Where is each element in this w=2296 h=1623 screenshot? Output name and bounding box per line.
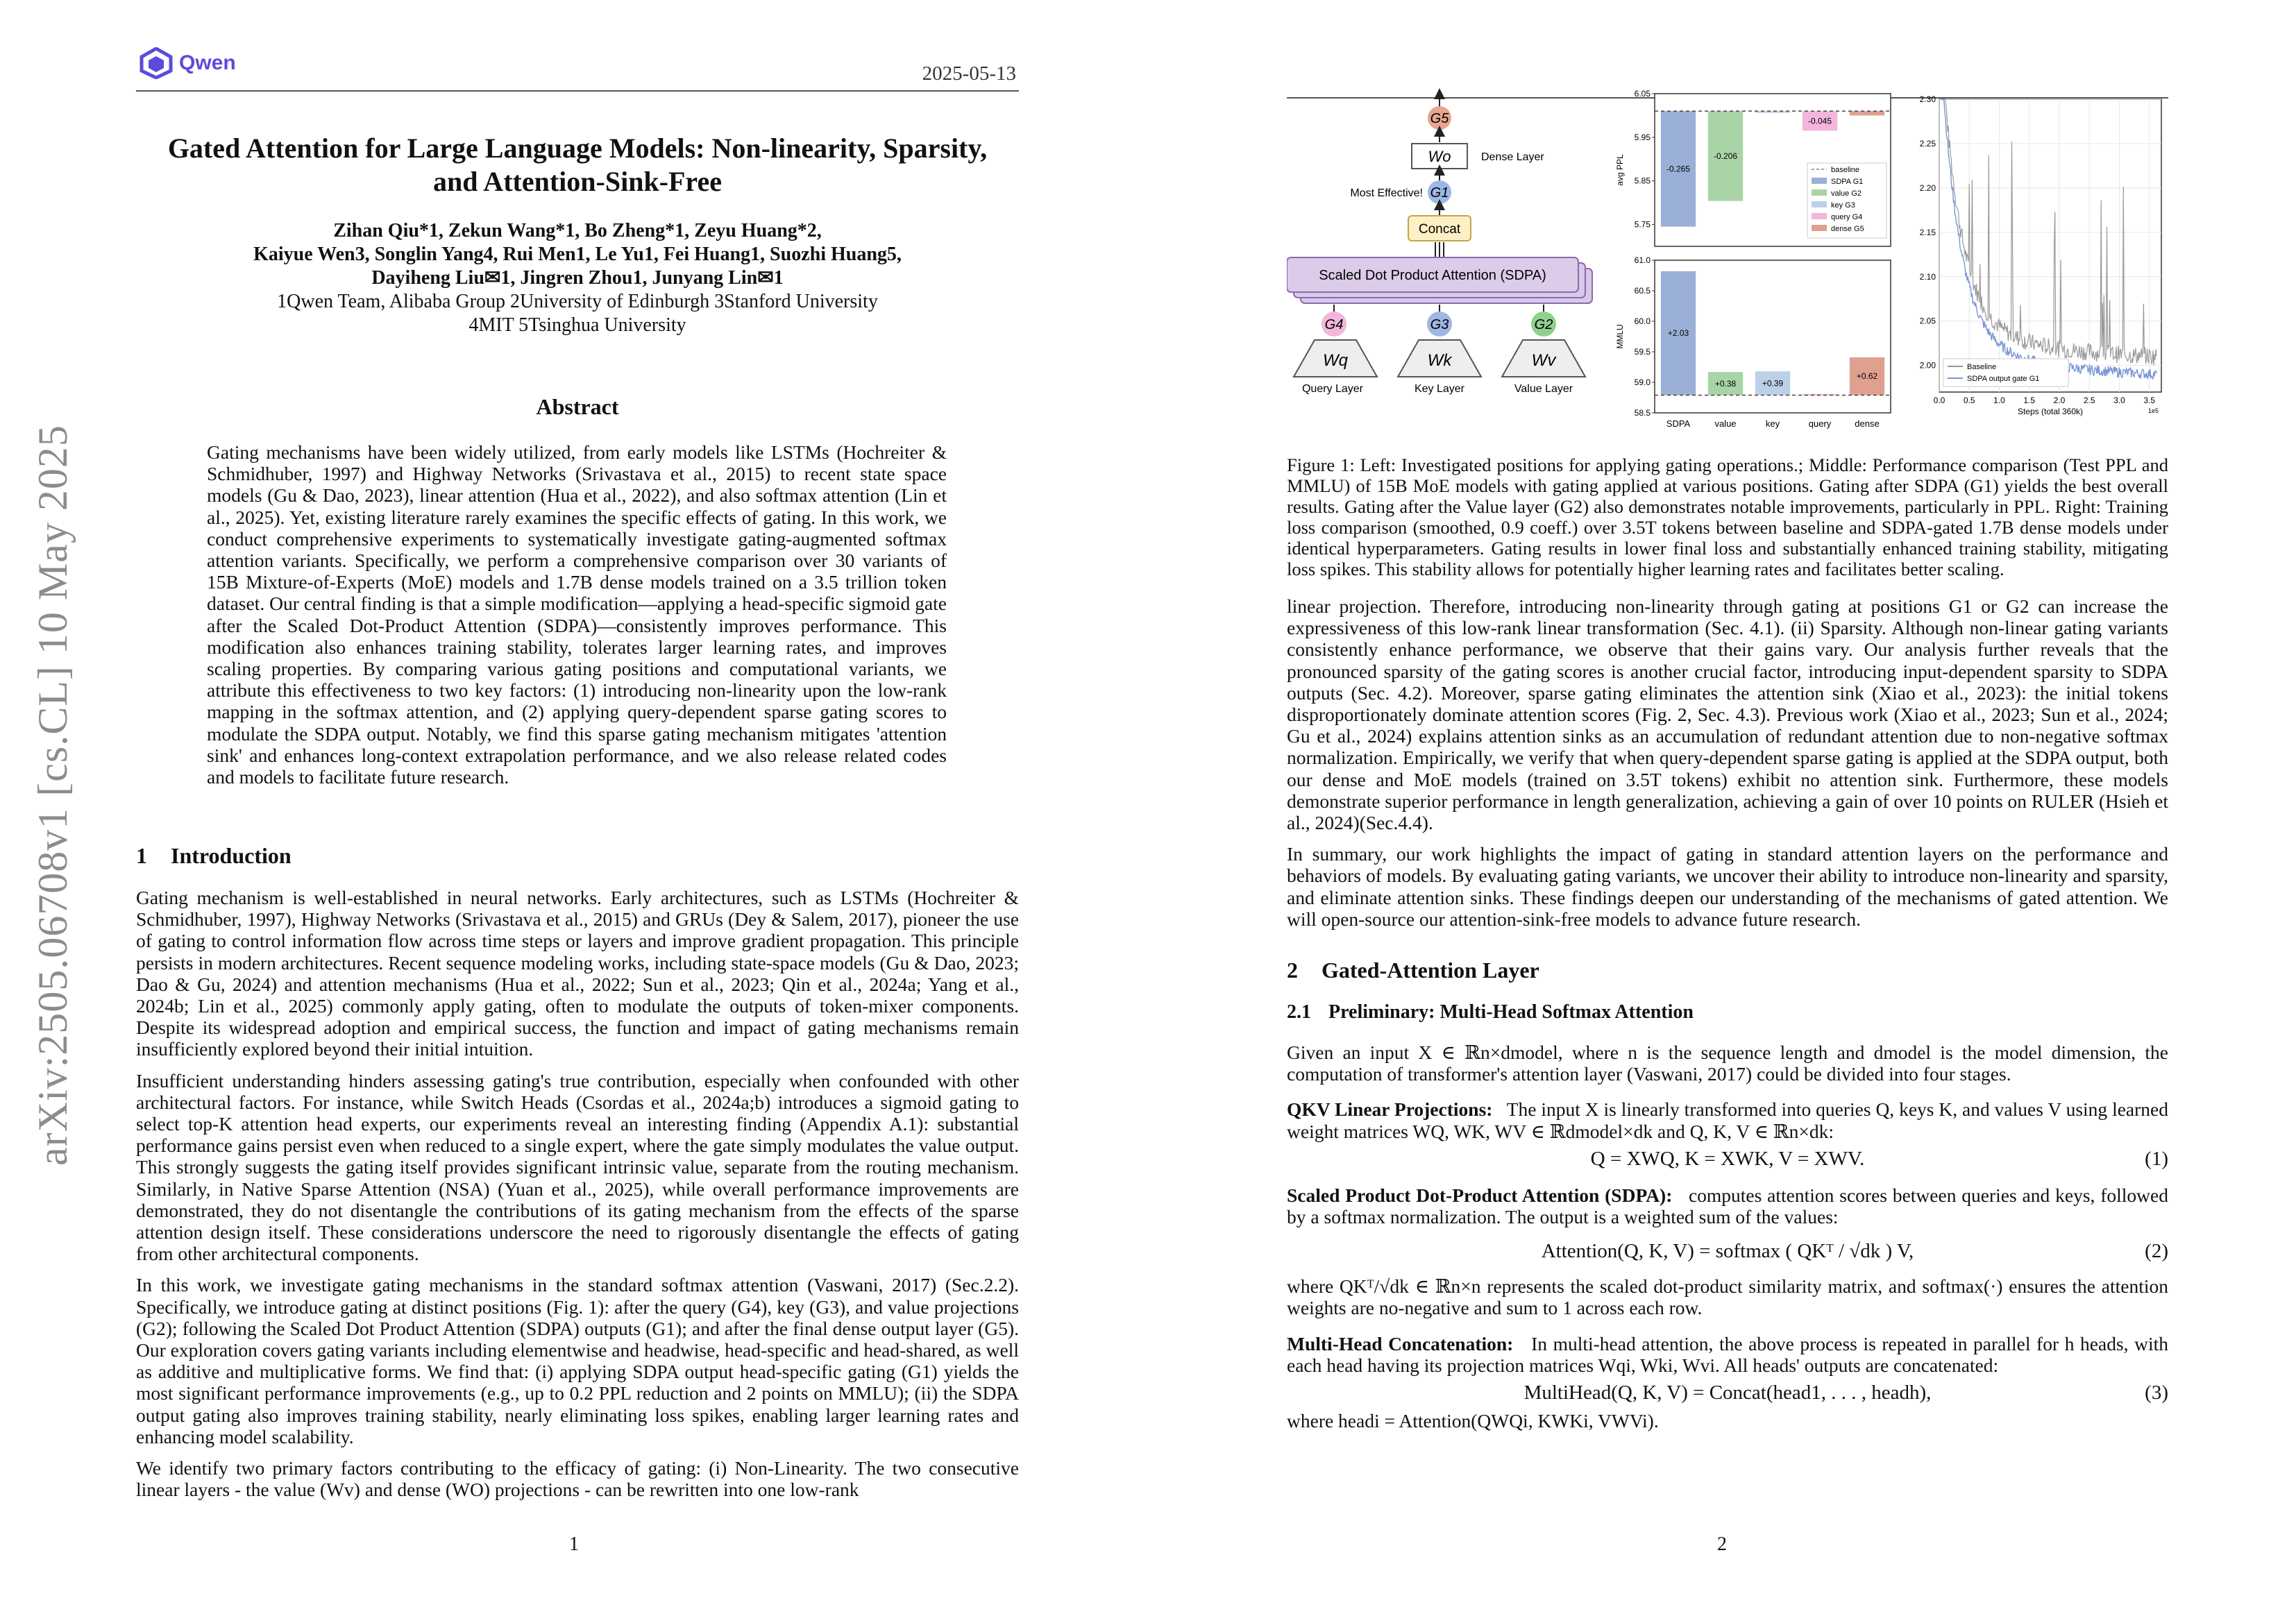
y-tick-label: 2.20 xyxy=(1919,182,1936,193)
y-tick-label: 58.5 xyxy=(1634,408,1651,418)
sdpa-paragraph xyxy=(1287,1184,2168,1227)
y-tick-label: 2.30 xyxy=(1919,94,1936,104)
intro-paragraph-2: Insufficient understanding hinders assessing gating's true contribution, especially when confounded with other architectural factors. For instance, while Switch Heads (Csordas et al., 2024a;b) introduces a sigmoid gating to select top-K attention head experts, our experiments reveal an interesting finding (Appendix A.1): substantial performance gains persist even when reduced to a single expert, where the gate simply modulates the value output. This strongly suggests the gating itself provides significant intrinsic value, separate from the routing mechanism. Similarly, in Native Sparse Attention (NSA) (Yuan et al., 2025), while overall performance improvements are demonstrated, they do not disentangle the contributions of its gating mechanism from the effects of the sparse attention design itself. These considerations underscore the need to rigorously disentangle the effects of gating from other architectural components. xyxy=(136,1069,1019,1265)
y-tick-label: 2.10 xyxy=(1919,271,1936,282)
paper-title xyxy=(136,132,1019,198)
ppl-bar-chart xyxy=(1613,87,1905,253)
legend-swatch xyxy=(1812,213,1827,219)
value-layer-label: Value Layer xyxy=(1514,383,1573,395)
legend-entry: Baseline xyxy=(1967,363,1997,371)
legend-entry: query G4 xyxy=(1831,213,1863,221)
p2-paragraph-2: In summary, our work highlights the impact of gating in standard attention layers on the performance and behaviors of models. By evaluating gating variants, we uncover their ability to introduce non-linearity and sparsity, and eliminate attention sinks. These findings deepen our understanding of the mechanisms of gated attention. We will open-source our attention-sink-free models to advance future research. xyxy=(1287,843,2168,930)
wq-label: Wq xyxy=(1323,351,1348,370)
sdpa-heading: Scaled Product Dot-Product Attention (SDPA): xyxy=(1287,1184,1673,1206)
authors-line-1: Zihan Qiu*1, Zekun Wang*1, Bo Zheng*1, Zeyu Huang*2, xyxy=(333,220,822,241)
legend-entry: SDPA output gate G1 xyxy=(1967,375,2040,383)
equation-2 xyxy=(1287,1240,2168,1263)
section-number: 1 xyxy=(136,843,147,868)
training-loss-chart xyxy=(1905,87,2168,434)
g3-label: G3 xyxy=(1430,317,1449,332)
bar-value-label: +0.39 xyxy=(1762,378,1784,389)
x-tick-label: key xyxy=(1765,418,1780,429)
authors-block xyxy=(136,219,1019,337)
intro-paragraph-3: In this work, we investigate gating mechanisms in the standard softmax attention (Vaswani, 2017) (Sec.2.2). Specifically, we introduce gating at distinct positions (Fig. 1): after the query (G4), key (G3), and value projections (G2); following the Scaled Dot Product Attention (SDPA) outputs (G1); and after the final dense output layer (G5). Our exploration covers gating variants including elementwise and headwise, head-specific and head-shared, as well as additive and multiplicative forms. We find that: (i) applying SDPA output head-specific gating (G1) yields the most significant performance improvements (e.g., up to 0.2 PPL reduction and 2 points on MMLU); (ii) the SDPA output gating also improves training stability, nearly eliminating loss spikes, enabling larger learning rates and enhancing model scalability. xyxy=(136,1274,1019,1447)
equation-3-body: MultiHead(Q, K, V) = Concat(head1, . . . , headh), xyxy=(1523,1382,1932,1404)
y-tick-label: 2.05 xyxy=(1919,316,1936,326)
section-title: Introduction xyxy=(171,843,292,868)
equation-3-number: (3) xyxy=(2145,1382,2168,1404)
section-2-heading xyxy=(1287,958,2168,983)
g2-label: G2 xyxy=(1534,317,1553,332)
sdpa-text: computes attention scores between queries and keys, followed by a softmax normalization. The output is a weighted sum of the values: xyxy=(1287,1184,2168,1228)
x-axis-label: Steps (total 360k) xyxy=(2017,407,2084,416)
title-line-1: Gated Attention for Large Language Models: Non-linearity, Sparsity, xyxy=(167,133,988,164)
y-tick-label: 5.85 xyxy=(1634,176,1651,186)
qwen-logo xyxy=(139,47,236,79)
bar-value-label: +0.38 xyxy=(1714,378,1737,389)
p2-paragraph-1: linear projection. Therefore, introducing non-linearity through gating at positions G1 or G2 can increase the expressiveness of this low-rank linear transformation (Sec. 4.1). (ii) Sparsity. Although non-linear gating variants consistently enhance performance, we observe that their gains vary. Our analysis further reveals that the pronounced sparsity of the gating scores is another crucial factor, introducing input-dependent sparsity to SDPA outputs (Sec. 4.2). Moreover, sparse gating eliminates the attention sink (Xiao et al., 2023): the initial tokens disproportionately dominate attention scores (Fig. 2, Sec. 4.3). Previous work (Xiao et al., 2023; Sun et al., 2024; Gu et al., 2024) explains attention sinks as an accumulation of redundant attention due to non-negative softmax normalization. Empirically, we verify that when query-dependent sparse gating is applied at the SDPA output, both our dense and MoE models (trained on 3.5T tokens) exhibit no attention sink. Furthermore, these models demonstrate superior performance in length generalization, achieving a gain of over 10 points on RULER (Hsieh et al., 2024)(Sec.4.4). xyxy=(1287,595,2168,834)
y-tick-label: 2.00 xyxy=(1919,360,1936,371)
qwen-logo-icon xyxy=(139,47,174,79)
x-tick-label: SDPA xyxy=(1666,418,1691,429)
authors-line-2: Kaiyue Wen3, Songlin Yang4, Rui Men1, Le Yu1, Fei Huang1, Suozhi Huang5, xyxy=(253,244,902,265)
qkv-paragraph xyxy=(1287,1098,2168,1141)
bar-key xyxy=(1755,111,1790,113)
y-tick-label: 60.5 xyxy=(1634,286,1651,296)
legend-entry: baseline xyxy=(1831,166,1859,174)
logo-text: Qwen xyxy=(179,51,236,74)
x-tick-label: 0.0 xyxy=(1933,396,1945,405)
bar-value-label: -0.206 xyxy=(1713,151,1738,161)
bar-dense xyxy=(1850,111,1884,115)
y-tick-label: 2.15 xyxy=(1919,227,1936,237)
intro-paragraph-1: Gating mechanism is well-established in neural networks. Early architectures, such as LSTMs (Hochreiter & Schmidhuber, 1997), Highway Networks (Srivastava et al., 2015) and GRUs (Dey & Salem, 2017), pioneer the use of gating to control information flow across time steps or layers and improve gradient propagation. This principle persists in modern architectures. Recent sequence modeling works, including state-space models (Gu & Dao, 2023; Dao & Gu, 2024) and attention mechanisms (Hua et al., 2022; Sun et al., 2023; Qin et al., 2024a; Yang et al., 2024b; Lin et al., 2025) commonly apply gating, often to modulate the outputs of token-mixer components. Despite its widespread adoption and empirical success, the function and impact of gating mechanisms remain insufficiently explored beyond their initial intuition. xyxy=(136,887,1019,1060)
y-tick-label: 60.0 xyxy=(1634,316,1651,326)
x-tick-label: dense xyxy=(1855,418,1880,429)
g1-label: G1 xyxy=(1430,185,1449,201)
legend-entry: dense G5 xyxy=(1831,225,1864,233)
bar-value-label: -0.265 xyxy=(1666,164,1691,174)
x-tick-label: 1.5 xyxy=(2023,396,2036,405)
intro-section xyxy=(136,843,1019,1500)
legend-entry: SDPA G1 xyxy=(1831,178,1864,186)
subsection-title: Preliminary: Multi-Head Softmax Attention xyxy=(1328,1001,1694,1023)
paper-date: 2025-05-13 xyxy=(922,62,1016,85)
bar-value-label: +2.03 xyxy=(1667,328,1689,339)
sdpa-label: Scaled Dot Product Attention (SDPA) xyxy=(1319,268,1546,283)
equation-3-after: where headi = Attention(QWQi, KWKi, VWVi). xyxy=(1287,1410,1659,1432)
page-2 xyxy=(1148,0,2296,1623)
bar-value-label: -0.045 xyxy=(1807,116,1832,126)
y-tick-label: 6.05 xyxy=(1634,89,1651,99)
y-tick-label: 61.0 xyxy=(1634,255,1651,265)
y-tick-label: 5.95 xyxy=(1634,132,1651,142)
equation-3 xyxy=(1287,1382,2168,1404)
legend-entry: key G3 xyxy=(1831,201,1855,210)
query-layer-label: Query Layer xyxy=(1301,383,1364,395)
header-rule xyxy=(136,90,1019,92)
qkv-heading: QKV Linear Projections: xyxy=(1287,1098,1493,1121)
section-number: 2 xyxy=(1287,958,1298,983)
affiliations-line-1: 1Qwen Team, Alibaba Group 2University of Edinburgh 3Stanford University xyxy=(277,291,878,312)
figure-1-caption: Figure 1: Left: Investigated positions for applying gating operations.; Middle: Performance comparison (Test PPL and MMLU) of 15B MoE models with gating applied at various positions. Gating after SDPA (G1) yields the best overall results. Gating after the Value layer (G2) also demonstrates notable improvements, particularly in PPL. Right: Training loss comparison (smoothed, 0.9 coeff.) over 3.5T tokens between baseline and SDPA-gated 1.7B dense models under identical hyperparameters. Gating results in lower final loss and substantially enhanced training stability, mitigating loss spikes. This stability allows for potentially higher learning rates and facilitates better scaling. xyxy=(1287,454,2168,579)
legend-swatch xyxy=(1812,225,1827,231)
legend-swatch xyxy=(1812,201,1827,207)
equation-1-body: Q = XWQ, K = XWK, V = XWV. xyxy=(1590,1147,1865,1170)
abstract-text: Gating mechanisms have been widely utilized, from early models like LSTMs (Hochreiter & Schmidhuber, 1997) and Highway Networks (Srivastava et al., 2015) to recent state space models (Gu & Dao, 2023), linear attention (Hua et al., 2022), and also softmax attention (Lin et al., 2025). Yet, existing literature rarely examines the specific effects of gating. In this work, we conduct comprehensive experiments to systematically investigate gating-augmented softmax attention variants. Specifically, we perform a comprehensive comparison over 30 variants of 15B Mixture-of-Experts (MoE) models and 1.7B dense models trained on a 3.5 trillion token dataset. Our central finding is that a simple modification—applying a head-specific sigmoid gate after the Scaled Dot-Product Attention (SDPA)—consistently improves performance. This modification also enhances training stability, tolerates larger learning rates, and improves scaling properties. By comparing various gating positions and computational variants, we attribute this effectiveness to two key factors: (1) introducing non-linearity upon the low-rank mapping in the softmax attention, and (2) applying query-dependent sparse gating scores to modulate the SDPA output. Notably, we find this sparse gating mechanism mitigates 'attention sink' and enhances long-context extrapolation performance, and we also release related codes and models to facilitate future research. xyxy=(207,441,947,788)
authors-line-3: Dayiheng Liu✉1, Jingren Zhou1, Junyang Lin✉1 xyxy=(371,267,784,289)
intro-heading xyxy=(136,843,1019,869)
y-axis-label: avg PPL xyxy=(1615,154,1625,186)
y-tick-label: 5.75 xyxy=(1634,219,1651,230)
x-tick-label: 3.5 xyxy=(2143,396,2156,405)
page2-body xyxy=(1287,595,2168,1431)
page-number: 1 xyxy=(569,1533,579,1555)
page-number: 2 xyxy=(1717,1533,1727,1555)
x-unit-label: 1e5 xyxy=(2147,407,2159,414)
wo-label: Wo xyxy=(1428,148,1451,165)
sdpa-after: where QKᵀ/√dk ∈ ℝn×n represents the scaled dot-product similarity matrix, and softmax(·) ensures the attention weights are no-negative and sum to 1 across each row. xyxy=(1287,1275,2168,1319)
arxiv-stamp[interactable]: arXiv:2505.06708v1 [cs.CL] 10 May 2025 xyxy=(30,425,76,1166)
wv-label: Wv xyxy=(1531,351,1556,370)
key-layer-label: Key Layer xyxy=(1414,383,1465,395)
equation-2-number: (2) xyxy=(2145,1240,2168,1263)
bar-value-label: +0.62 xyxy=(1856,371,1878,382)
most-effective-label: Most Effective! xyxy=(1350,187,1423,199)
qkv-text: The input X is linearly transformed into queries Q, keys K, and values V using learned weight matrices WQ, WK, WV ∈ ℝdmodel×dk and Q, K, V ∈ ℝn×dk: xyxy=(1287,1098,2169,1142)
dense-layer-label: Dense Layer xyxy=(1481,151,1544,163)
legend-swatch xyxy=(1812,189,1827,196)
p2-paragraph-3: Given an input X ∈ ℝn×dmodel, where n is the sequence length and dmodel is the model dimension, the computation of transformer's attention layer (Vaswani, 2017) could be divided into four stages. xyxy=(1287,1042,2168,1085)
x-tick-label: query xyxy=(1808,418,1832,429)
y-tick-label: 59.0 xyxy=(1634,377,1651,387)
x-tick-label: 2.5 xyxy=(2083,396,2095,405)
intro-paragraph-4: We identify two primary factors contributing to the efficacy of gating: (i) Non-Linearity. The two consecutive linear layers - the value (Wv) and dense (WO) projections - can be rewritten into one low-rank xyxy=(136,1457,1019,1501)
figure-1 xyxy=(1287,87,2168,434)
x-tick-label: 2.0 xyxy=(2053,396,2066,405)
legend-swatch xyxy=(1812,178,1827,184)
y-tick-label: 2.25 xyxy=(1919,138,1936,148)
y-tick-label: 59.5 xyxy=(1634,347,1651,357)
section-title: Gated-Attention Layer xyxy=(1322,958,1539,983)
x-tick-label: 1.0 xyxy=(1993,396,2005,405)
mhc-paragraph xyxy=(1287,1333,2168,1376)
g5-label: G5 xyxy=(1430,111,1449,126)
wk-label: Wk xyxy=(1427,351,1452,370)
mhc-text: In multi-head attention, the above process is repeated in parallel for h heads, with each head having its projection matrices Wqi, Wki, Wvi. All heads' outputs are concatenated: xyxy=(1287,1332,2168,1376)
x-tick-label: 0.5 xyxy=(1963,396,1975,405)
affiliations-line-2: 4MIT 5Tsinghua University xyxy=(469,314,686,336)
equation-2-body: Attention(Q, K, V) = softmax ( QKᵀ / √dk ) V, xyxy=(1541,1240,1914,1263)
mmlu-bar-chart xyxy=(1613,253,1905,434)
mhc-heading: Multi-Head Concatenation: xyxy=(1287,1332,1514,1354)
concat-label: Concat xyxy=(1418,222,1461,237)
equation-1 xyxy=(1287,1148,2168,1171)
x-tick-label: value xyxy=(1714,418,1737,429)
g4-label: G4 xyxy=(1324,317,1344,332)
legend-entry: value G2 xyxy=(1831,189,1862,198)
subsection-number: 2.1 xyxy=(1287,1001,1311,1023)
title-line-2: and Attention-Sink-Free xyxy=(433,166,722,197)
subsection-2-1-heading xyxy=(1287,1001,2168,1023)
abstract-heading: Abstract xyxy=(536,394,619,419)
gating-positions-diagram xyxy=(1287,87,1606,434)
x-tick-label: 3.0 xyxy=(2113,396,2125,405)
y-axis-label: MMLU xyxy=(1615,324,1625,349)
equation-1-number: (1) xyxy=(2145,1147,2168,1170)
